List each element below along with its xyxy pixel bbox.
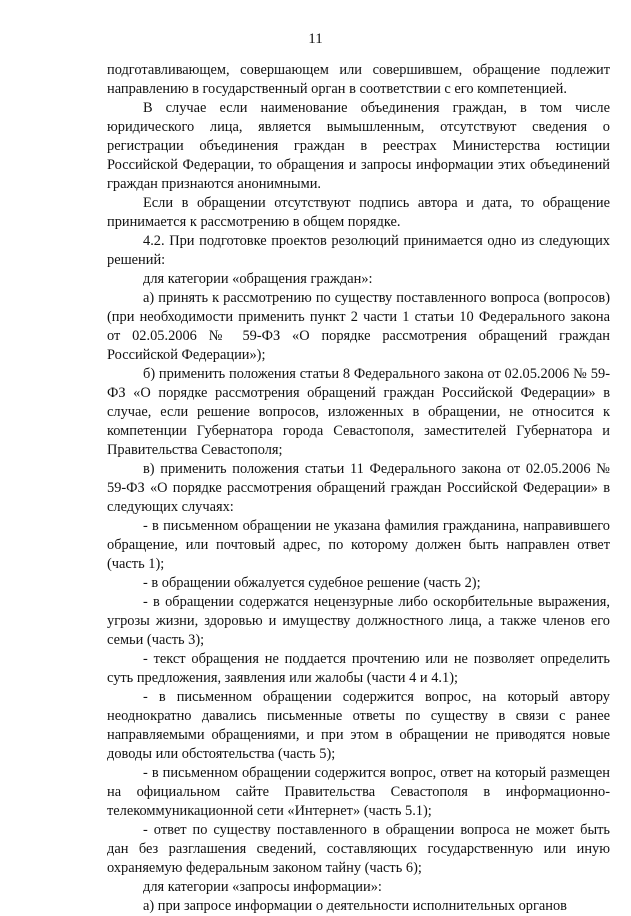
paragraph: для категории «запросы информации»: — [143, 879, 382, 895]
paragraph: подготавливающем, совершающем или совершившем, обращение подлежит направлению в государственный орган в соответствии с его компетенцией. — [107, 62, 610, 97]
paragraph: Если в обращении отсутствуют подпись автора и дата, то обращение принимается к рассмотрению в общем порядке. — [107, 195, 610, 230]
paragraph: для категории «обращения граждан»: — [143, 271, 373, 287]
paragraph: а) принять к рассмотрению по существу поставленного вопроса (вопросов) (при необходимости применить пункт 2 части 1 статьи 10 Федерального закона от 02.05.2006 № 59-ФЗ «О порядке рассмотрения обращений граждан Российской Федерации»); — [107, 290, 610, 363]
paragraph: - в обращении содержатся нецензурные либо оскорбительные выражения, угрозы жизни, здоровью и имуществу должностного лица, а также членов его семьи (часть 3); — [107, 594, 610, 648]
page-number: 11 — [308, 31, 323, 47]
paragraph: В случае если наименование объединения граждан, в том числе юридического лица, является вымышленным, отсутствуют сведения о регистрации объединения граждан в реестрах Министерства юстиции Российской Федерации, то обращения и запросы информации этих объединений граждан признаются анонимными. — [107, 100, 610, 192]
paragraph: - текст обращения не поддается прочтению или не позволяет определить суть предложения, заявления или жалобы (части 4 и 4.1); — [107, 651, 610, 686]
paragraph: - в письменном обращении не указана фамилия гражданина, направившего обращение, или почтовый адрес, по которому должен быть направлен ответ (часть 1); — [107, 518, 610, 572]
paragraph: 4.2. При подготовке проектов резолюций принимается одно из следующих решений: — [107, 233, 610, 268]
paragraph: - ответ по существу поставленного в обращении вопроса не может быть дан без разглашения сведений, составляющих государственную или иную охраняемую федеральным законом тайну (часть 6); — [107, 822, 610, 876]
paragraph: а) при запросе информации о деятельности исполнительных органов — [143, 898, 567, 914]
paragraph: - в письменном обращении содержится вопрос, ответ на который размещен на официальном сайте Правительства Севастополя в информационно-телекоммуникационной сети «Интернет» (часть 5.1); — [107, 765, 610, 819]
document-body — [107, 61, 610, 916]
paragraph: б) применить положения статьи 8 Федерального закона от 02.05.2006 № 59-ФЗ «О порядке рассмотрения обращений граждан Российской Федерации» в случае, если решение вопросов, изложенных в обращении, не относится к компетенции Губернатора города Севастополя, заместителей Губернатора и Правительства Севастополя; — [107, 366, 610, 458]
paragraph: в) применить положения статьи 11 Федерального закона от 02.05.2006 № 59-ФЗ «О порядке рассмотрения обращений граждан Российской Федерации» в следующих случаях: — [107, 461, 610, 515]
paragraph: - в обращении обжалуется судебное решение (часть 2); — [143, 575, 481, 591]
paragraph: - в письменном обращении содержится вопрос, на который автору неоднократно давались письменные ответы по существу в связи с ранее направляемыми обращениями, и при этом в обращении не приводятся новые доводы или обстоятельства (часть 5); — [107, 689, 610, 762]
